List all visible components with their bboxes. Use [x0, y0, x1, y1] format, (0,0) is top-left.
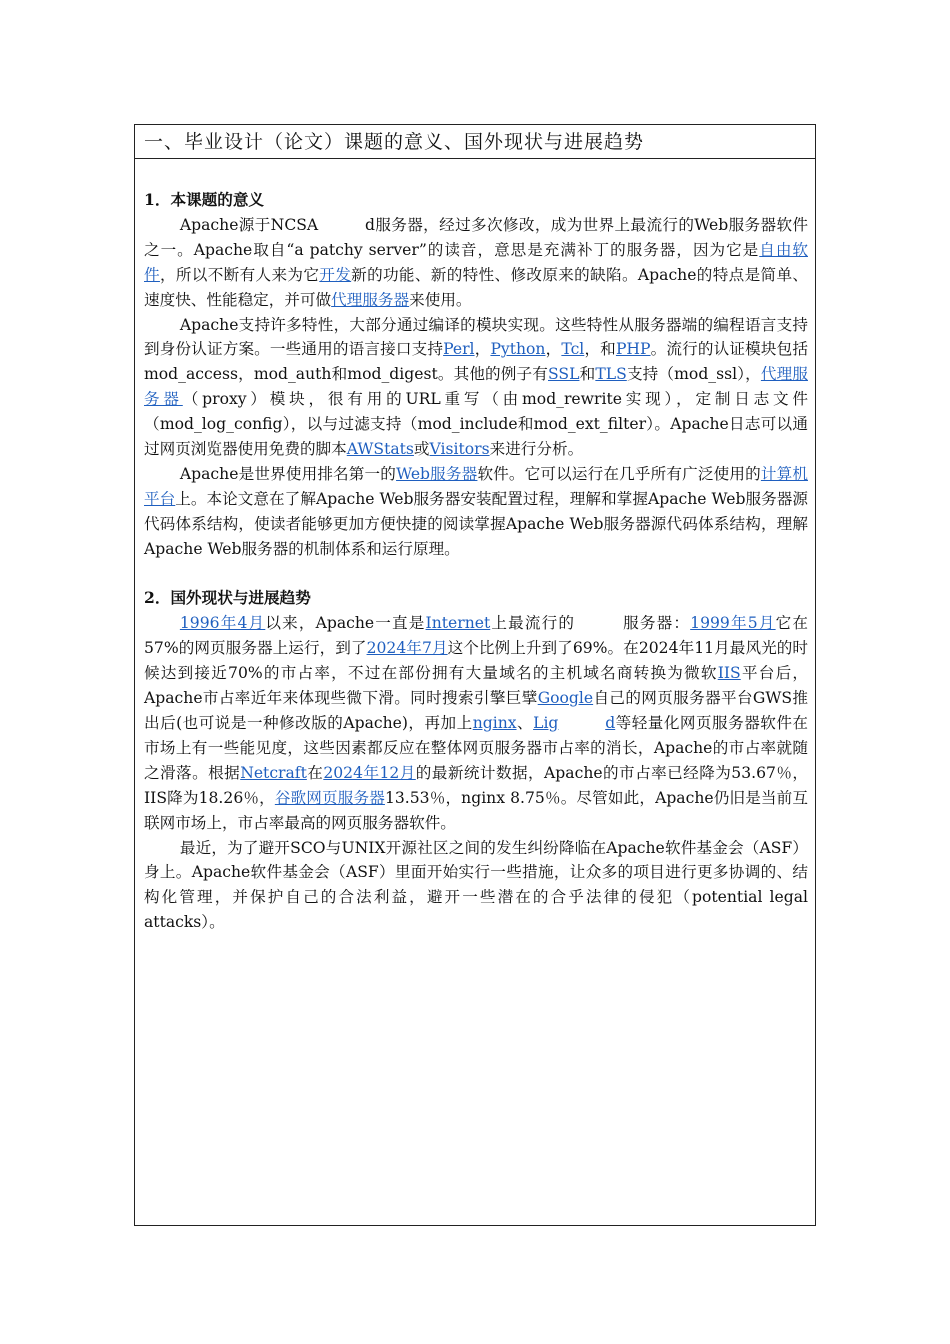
text-run: 以来，Apache一直是: [265, 614, 426, 633]
text-run: 新的功能、新的特性、修改原来的缺陷。Apache的特点是简单、速度快、性能稳定，并可做: [144, 265, 808, 309]
text-run: ，所以不断有人来为它: [159, 265, 320, 284]
link-development[interactable]: 开发: [319, 265, 352, 284]
link-google-web-server[interactable]: 谷歌网页服务器: [274, 788, 385, 807]
text-run: 的最新统计数据，Apache的市占率已经降为53.67％，IIS降为18.26％，: [144, 763, 808, 807]
link-tcl[interactable]: Tcl: [561, 340, 585, 359]
section-1-paragraph-2: [144, 313, 808, 462]
link-text: Lig: [533, 714, 559, 733]
text-run: 上最流行的: [490, 614, 576, 633]
link-python[interactable]: Python: [490, 340, 546, 359]
text-run: 来进行分析。: [489, 440, 584, 459]
text-run: 。流行的认证模块包括mod_access，mod_auth和mod_digest。其他的例子有: [144, 340, 808, 384]
link-text: d: [605, 714, 616, 733]
table-heading: 一、毕业设计（论文）课题的意义、国外现状与进展趋势: [144, 131, 645, 153]
link-proxy-server[interactable]: 代理服务器: [331, 290, 410, 309]
link-lighttpd[interactable]: [533, 714, 615, 732]
section-1-paragraph-1: [144, 213, 808, 313]
link-awstats[interactable]: AWStats: [346, 440, 414, 459]
section-2-title: 2．国外现状与进展趋势: [144, 588, 311, 608]
text-run: 在: [306, 763, 324, 782]
section-2-paragraph-1: [144, 611, 808, 835]
link-web-server[interactable]: Web服务器: [396, 464, 478, 483]
link-internet[interactable]: Internet: [425, 614, 491, 633]
section-1-paragraph-3: [144, 462, 808, 562]
text-run: 来使用。: [409, 290, 472, 309]
link-2024-december[interactable]: 2024年12月: [323, 763, 416, 782]
link-perl[interactable]: Perl: [443, 340, 475, 359]
section-2-paragraph-2: 最近，为了避开SCO与UNIX开源社区之间的发生纠纷降临在Apache软件基金会（ASF）身上。Apache软件基金会（ASF）里面开始实行一些措施，让众多的项目进行更多协调的、结构化管理，并保护自己的合法利益，避开一些潜在的合乎法律的侵犯（potential legal attacks）。: [144, 838, 808, 932]
text-run: 等轻量化网页服务器软件在市场上有一些能见度，这些因素都反应在整体网页服务器市占率的消长，Apache的市占率就随之滑落。根据: [144, 714, 808, 782]
link-ssl[interactable]: SSL: [548, 365, 580, 384]
text-run: 软件。它可以运行在几乎所有广泛使用的: [477, 464, 761, 483]
text-run: 它在57%的网页服务器上运行，到了: [144, 614, 808, 658]
text-run: 上。本论文意在了解Apache Web服务器安装配置过程，理解和掌握Apache Web服务器源代码体系结构，使读者能够更加方便快捷的阅读掌握Apache Web服务器源代码体系结构，理解Apache Web服务器的机制体系和运行原理。: [144, 489, 808, 558]
text-run: 这个比例上升到了69%。在2024年11月最风光的时候达到接近70%的市占率，不过在部份拥有大量域名的主机域名商转换为微软: [144, 639, 808, 683]
text-run: 、: [516, 714, 534, 733]
link-1996-april[interactable]: 1996年4月: [179, 614, 266, 633]
text-run: 和: [579, 365, 596, 384]
text-run: ，和: [584, 340, 616, 359]
text-run: 自己的网页服务器平台GWS推出后(也可说是一种修改版的Apache)，再加上: [144, 689, 809, 733]
section-1-title: 1．本课题的意义: [144, 190, 265, 209]
text-run: Apache源于NCSA: [179, 215, 319, 234]
text-run: d服务器，经过多次修改，成为世界上最流行的Web服务器软件之一。Apache取自“a patchy server”的读音，意思是充满补丁的服务器，因为它是: [144, 215, 808, 259]
link-visitors[interactable]: Visitors: [429, 440, 490, 459]
link-1999-may[interactable]: 1999年5月: [690, 614, 776, 633]
text-run: （proxy）模块，很有用的URL重写（由mod_rewrite实现），定制日志文件（mod_log_config），以与过滤支持（mod_include和mod_ext_filter）。Apache日志可以通过网页浏览器使用免费的脚本: [144, 390, 808, 459]
text-run: 支持（mod_ssl），: [626, 365, 761, 384]
link-2024-july[interactable]: 2024年7月: [366, 639, 448, 658]
text-run: ，: [545, 340, 562, 359]
link-tls[interactable]: TLS: [595, 365, 627, 384]
text-run: Apache支持许多特性，大部分通过编译的模块实现。这些特性从服务器端的编程语言支持到身份认证方案。一些通用的语言接口支持: [144, 315, 808, 359]
link-computer-platform[interactable]: 计算机平台: [144, 464, 808, 508]
link-nginx[interactable]: nginx: [472, 714, 517, 733]
link-free-software[interactable]: 自由软件: [144, 240, 808, 284]
text-run: 13.53％，nginx 8.75％。尽管如此，Apache仍旧是当前互联网市场上，市占率最高的网页服务器软件。: [144, 788, 808, 832]
link-php[interactable]: PHP: [615, 340, 651, 359]
text-run: 或: [413, 440, 430, 459]
link-iis[interactable]: IIS: [717, 664, 741, 683]
text-run: ，: [474, 340, 491, 359]
heading-divider: [135, 158, 815, 159]
text-run: Apache是世界使用排名第一的: [179, 464, 397, 483]
text-run: 服务器：: [621, 614, 691, 633]
document-table: [134, 124, 816, 1226]
link-google[interactable]: Google: [537, 689, 594, 708]
document-body: [144, 188, 808, 935]
link-proxy-server-2[interactable]: 代理服务器: [144, 365, 808, 409]
text-run: 平台后，Apache市占率近年来体现些微下滑。同时搜索引擎巨擘: [144, 664, 808, 708]
spacer: [144, 562, 808, 587]
link-netcraft[interactable]: Netcraft: [240, 763, 307, 782]
